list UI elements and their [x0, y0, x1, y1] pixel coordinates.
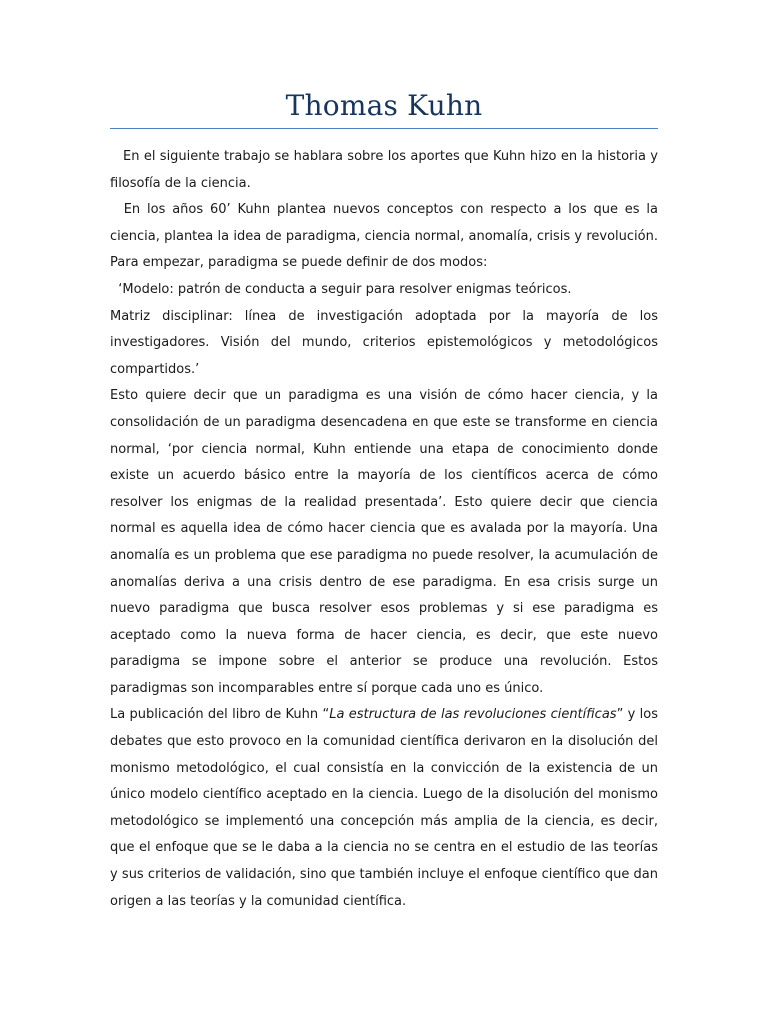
- paragraph-matrix-definition: [110, 304, 658, 384]
- paragraph-normal-science: [110, 383, 658, 702]
- paragraph-text: Esto quiere decir que un paradigma es una visión de cómo hacer ciencia, y la consolidación de un paradigma desencadena en que este se transforme en ciencia normal, ‘por ciencia normal, Kuhn entiende una etapa de conocimiento donde existe un acuerdo básico entre la mayoría de los científicos acerca de cómo resolver los enigmas de la realidad presentada’. Esto quiere decir que ciencia normal es aquella idea de cómo hacer ciencia que es avalada por la mayoría. Una anomalía es un problema que ese paradigma no puede resolver, la acumulación de anomalías deriva a una crisis dentro de ese paradigma. En esa crisis surge un nuevo paradigma que busca resolver esos problemas y si ese paradigma es aceptado como la nueva forma de hacer ciencia, es decir, que este nuevo paradigma se impone sobre el anterior se produce una revolución. Estos paradigmas son incomparables entre sí porque cada uno es único.: [110, 388, 658, 696]
- paragraph-text: ‘Modelo: patrón de conducta a seguir para resolver enigmas teóricos.: [118, 281, 572, 297]
- paragraph-indent: [110, 149, 123, 164]
- paragraph-concepts: [110, 197, 658, 277]
- paragraph-text-after-title: ” y los debates que esto provoco en la comunidad científica derivaron en la disolución del monismo metodológico, el cual consistía en la convicción de la existencia de un único modelo científico aceptado en la ciencia. Luego de la disolución del monismo metodológico se implementó una concepción más amplia de la ciencia, es decir, que el enfoque que se le daba a la ciencia no se centra en el estudio de las teorías y sus criterios de validación, sino que también incluye el enfoque científico que dan origen a las teorías y la comunidad científica.: [110, 707, 659, 909]
- document-title: Thomas Kuhn: [285, 89, 483, 122]
- paragraph-text: En los años 60’ Kuhn plantea nuevos conceptos con respecto a los que es la ciencia, plantea la idea de paradigma, ciencia normal, anomalía, crisis y revolución. Para empezar, paradigma se puede definir de dos modos:: [110, 202, 659, 271]
- paragraph-text: En el siguiente trabajo se hablara sobre los aportes que Kuhn hizo en la historia y filosofía de la ciencia.: [110, 149, 658, 191]
- paragraph-text-before-title: La publicación del libro de Kuhn “: [110, 707, 330, 723]
- paragraph-text: Matriz disciplinar: línea de investigación adoptada por la mayoría de los investigadores. Visión del mundo, criterios epistemológicos y metodológicos compartidos.’: [110, 308, 658, 377]
- book-title: La estructura de las revoluciones científicas: [329, 707, 617, 723]
- paragraph-indent: [110, 202, 124, 217]
- paragraph-intro: [110, 144, 658, 197]
- title-underline-rule: [110, 128, 658, 129]
- paragraph-model-definition: [110, 277, 658, 304]
- paragraph-publication: [110, 702, 658, 915]
- document-body: [110, 144, 658, 915]
